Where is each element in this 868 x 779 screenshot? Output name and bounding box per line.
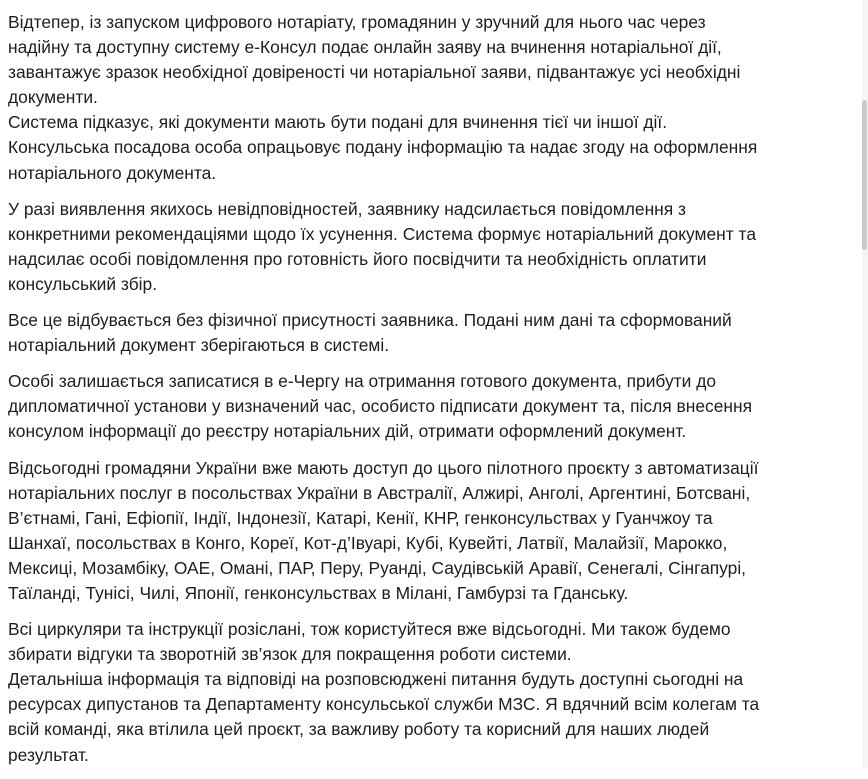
text-line: нотаріальний документ зберігаються в системі. [8, 335, 390, 356]
text-line: всій команді, яка втілила цей проєкт, за важливу роботу та корисний для наших людей [8, 719, 710, 740]
text-line: результат. [8, 744, 89, 765]
text-line: Консульська посадова особа опрацьовує подану інформацію та надає згоду на оформлення [8, 137, 758, 158]
text-line: Шанхаї, посольствах в Конго, Кореї, Кот-д’Івуарі, Кубі, Кувейті, Латвії, Малайзії, Марокко, [8, 532, 728, 553]
text-line: ресурсах дипустанов та Департаменту консульської служби МЗС. Я вдячний всім колегам та [8, 694, 760, 715]
text-line: конкретними рекомендаціями щодо їх усунення. Система формує нотаріальний документ та [8, 223, 757, 244]
post-paragraph-5 [8, 456, 860, 607]
scrollbar-thumb[interactable] [862, 100, 867, 250]
text-line: збирати відгуки та зворотній зв’язок для покращення роботи системи. [8, 644, 572, 665]
text-line: В’єтнамі, Гані, Ефіопії, Індії, Індонезії, Катарі, Кенії, КНР, генконсульствах у Гуанчжоу та [8, 507, 713, 528]
text-line: завантажує зразок необхідної довіреності чи нотаріальної заяви, підвантажує усі необхідні [8, 62, 741, 83]
text-line: нотаріального документа. [8, 162, 217, 183]
text-line: Відтепер, із запуском цифрового нотаріату, громадянин у зручний для нього час через [8, 12, 706, 32]
text-line: Детальніша інформація та відповіді на розповсюджені питання будуть доступні сьогодні на [8, 669, 744, 690]
post-text [8, 10, 860, 779]
text-line: Все це відбувається без фізичної присутності заявника. Подані ним дані та сформований [8, 310, 732, 331]
text-line: У разі виявлення якихось невідповідностей, заявнику надсилається повідомлення з [8, 198, 686, 219]
text-line: документи. [8, 87, 98, 108]
text-line: надійну та доступну систему е-Консул подає онлайн заяву на вчинення нотаріальної дії, [8, 37, 722, 58]
scrollbar-track[interactable] [862, 0, 868, 768]
text-line: Таїланді, Тунісі, Чилі, Японії, генконсульствах в Мілані, Гамбурзі та Гданську. [8, 582, 629, 603]
post-paragraph-2 [8, 197, 860, 297]
text-line: дипломатичної установи у визначений час, особисто підписати документ та, після внесення [8, 396, 753, 417]
text-line: Особі залишається записатися в е-Чергу на отримання готового документа, прибути до [8, 371, 717, 392]
text-line: надсилає особі повідомлення про готовність його посвідчити та необхідність оплатити [8, 248, 707, 269]
post-paragraph-6 [8, 617, 860, 768]
text-line: Мексиці, Мозамбіку, ОАЕ, Омані, ПАР, Перу, Руанді, Саудівській Аравії, Сенегалі, Сінгапурі, [8, 557, 747, 578]
text-line: Всі циркуляри та інструкції розіслані, тож користуйтеся вже відсьогодні. Ми також будемо [8, 619, 731, 640]
text-line: консулом інформації до реєстру нотаріальних дій, отримати оформлений документ. [8, 421, 687, 442]
post-paragraph-1 [8, 10, 860, 186]
text-line: Відсьогодні громадяни України вже мають доступ до цього пілотного проєкту з автоматизації [8, 457, 759, 478]
text-line: нотаріальних послуг в посольствах України в Австралії, Алжирі, Анголі, Аргентині, Ботсвані, [8, 482, 751, 503]
post-paragraph-3 [8, 308, 860, 358]
post-paragraph-4 [8, 369, 860, 444]
text-line: Система підказує, які документи мають бути подані для вчинення тієї чи іншої дії. [8, 112, 668, 133]
text-line: консульський збір. [8, 273, 158, 294]
